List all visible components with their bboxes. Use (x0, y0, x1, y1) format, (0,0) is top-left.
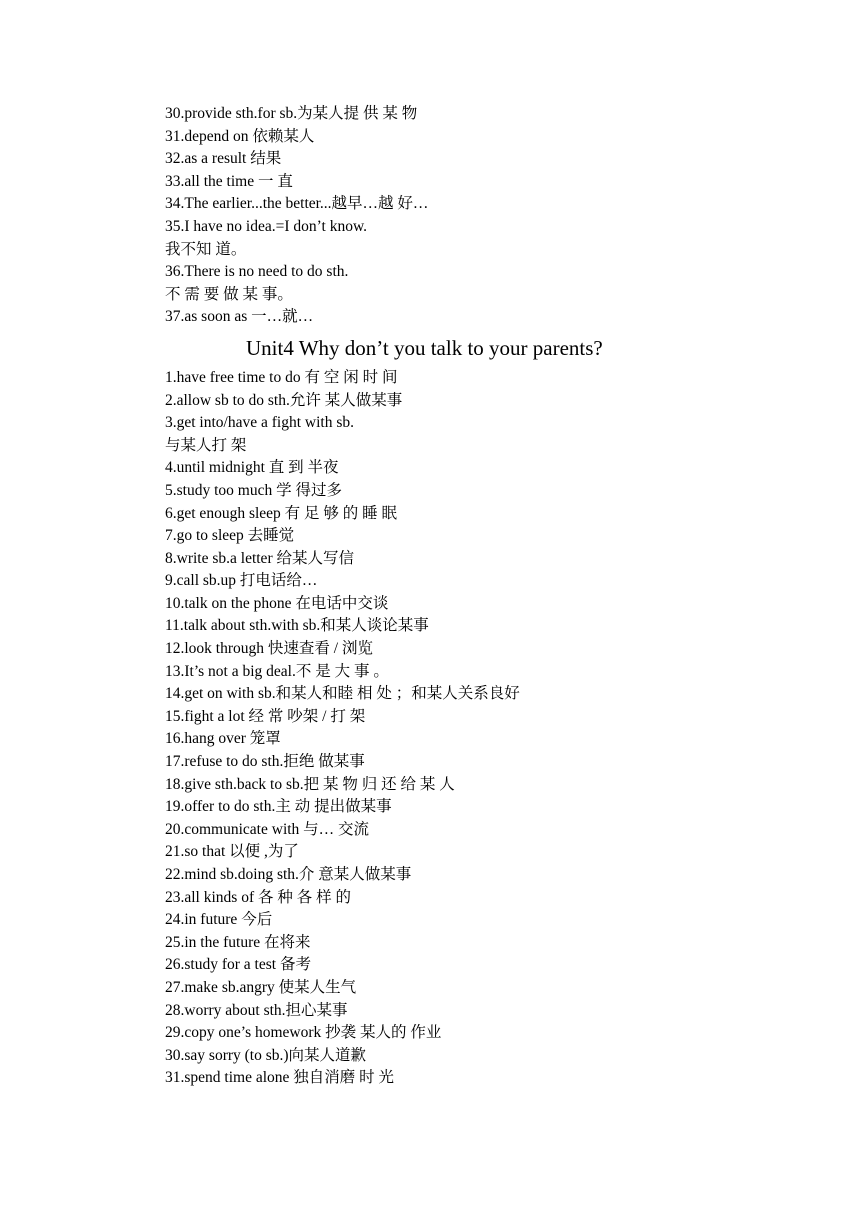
phrase-line: 34.The earlier...the better...越早…越 好… (165, 195, 429, 213)
phrase-line: 28.worry about sth.担心某事 (165, 1001, 348, 1019)
phrase-line: 31.spend time alone 独自消磨 时 光 (165, 1069, 395, 1087)
phrase-line: 30.provide sth.for sb.为某人提 供 某 物 (165, 105, 418, 122)
phrase-line: 14.get on with sb.和某人和睦 相 处 ；和某人关系良好 (165, 685, 520, 703)
phrase-line: 3.get into/have a fight with sb. (165, 414, 354, 432)
phrase-line: 27.make sb.angry 使某人生气 (165, 978, 357, 996)
phrase-list-previous-unit (165, 103, 805, 329)
phrase-line: 22.mind sb.doing sth.介 意某人做某事 (165, 866, 412, 883)
document-page (165, 103, 805, 1090)
phrase-line: 4.until midnight 直 到 半夜 (165, 459, 339, 477)
phrase-line: 15.fight a lot 经 常 吵架 / 打 架 (165, 707, 366, 725)
phrase-line: 20.communicate with 与… 交流 (165, 820, 370, 838)
phrase-line: 25.in the future 在将来 (165, 933, 311, 951)
phrase-line: 24.in future 今后 (165, 911, 273, 929)
phrase-line: 31.depend on 依赖某人 (165, 127, 315, 145)
phrase-line: 21.so that 以便 ,为了 (165, 843, 299, 861)
phrase-line: 26.study for a test 备考 (165, 956, 311, 974)
phrase-line: 35.I have no idea.=I don’t know. (165, 217, 368, 235)
phrase-line: 与某人打 架 (165, 436, 247, 454)
phrase-line: 16.hang over 笼罩 (165, 730, 281, 748)
phrase-line: 不 需 要 做 某 事。 (165, 285, 293, 303)
phrase-line: 11.talk about sth.with sb.和某人谈论某事 (165, 617, 429, 635)
phrase-line: 我不知 道。 (165, 240, 247, 258)
phrase-line: 12.look through 快速查看 / 浏览 (165, 640, 373, 658)
phrase-line: 13.It’s not a big deal.不 是 大 事 。 (165, 662, 389, 680)
phrase-line: 23.all kinds of 各 种 各 样 的 (165, 888, 351, 906)
phrase-line: 6.get enough sleep 有 足 够 的 睡 眠 (165, 504, 398, 522)
phrase-line: 29.copy one’s homework 抄袭 某人的 作业 (165, 1024, 442, 1042)
phrase-line: 19.offer to do sth.主 动 提出做某事 (165, 798, 392, 816)
phrase-line: 32.as a result 结果 (165, 150, 282, 168)
phrase-line: 5.study too much 学 得过多 (165, 481, 342, 499)
phrase-line: 1.have free time to do 有 空 闲 时 间 (165, 368, 398, 386)
phrase-line: 8.write sb.a letter 给某人写信 (165, 549, 354, 567)
unit-title: Unit4 Why don’t you talk to your parents? (246, 335, 603, 360)
phrase-line: 2.allow sb to do sth.允许 某人做某事 (165, 391, 403, 409)
phrase-list-unit4 (165, 367, 805, 1090)
phrase-line: 33.all the time 一 直 (165, 172, 293, 190)
phrase-line: 7.go to sleep 去睡觉 (165, 527, 295, 545)
phrase-line: 37.as soon as 一…就… (165, 308, 314, 326)
phrase-line: 30.say sorry (to sb.)向某人道歉 (165, 1046, 367, 1064)
phrase-line: 9.call sb.up 打电话给… (165, 572, 318, 590)
phrase-line: 36.There is no need to do sth. (165, 263, 349, 281)
phrase-line: 10.talk on the phone 在电话中交谈 (165, 594, 389, 612)
phrase-line: 17.refuse to do sth.拒绝 做某事 (165, 753, 365, 771)
phrase-line: 18.give sth.back to sb.把 某 物 归 还 给 某 人 (165, 775, 455, 793)
